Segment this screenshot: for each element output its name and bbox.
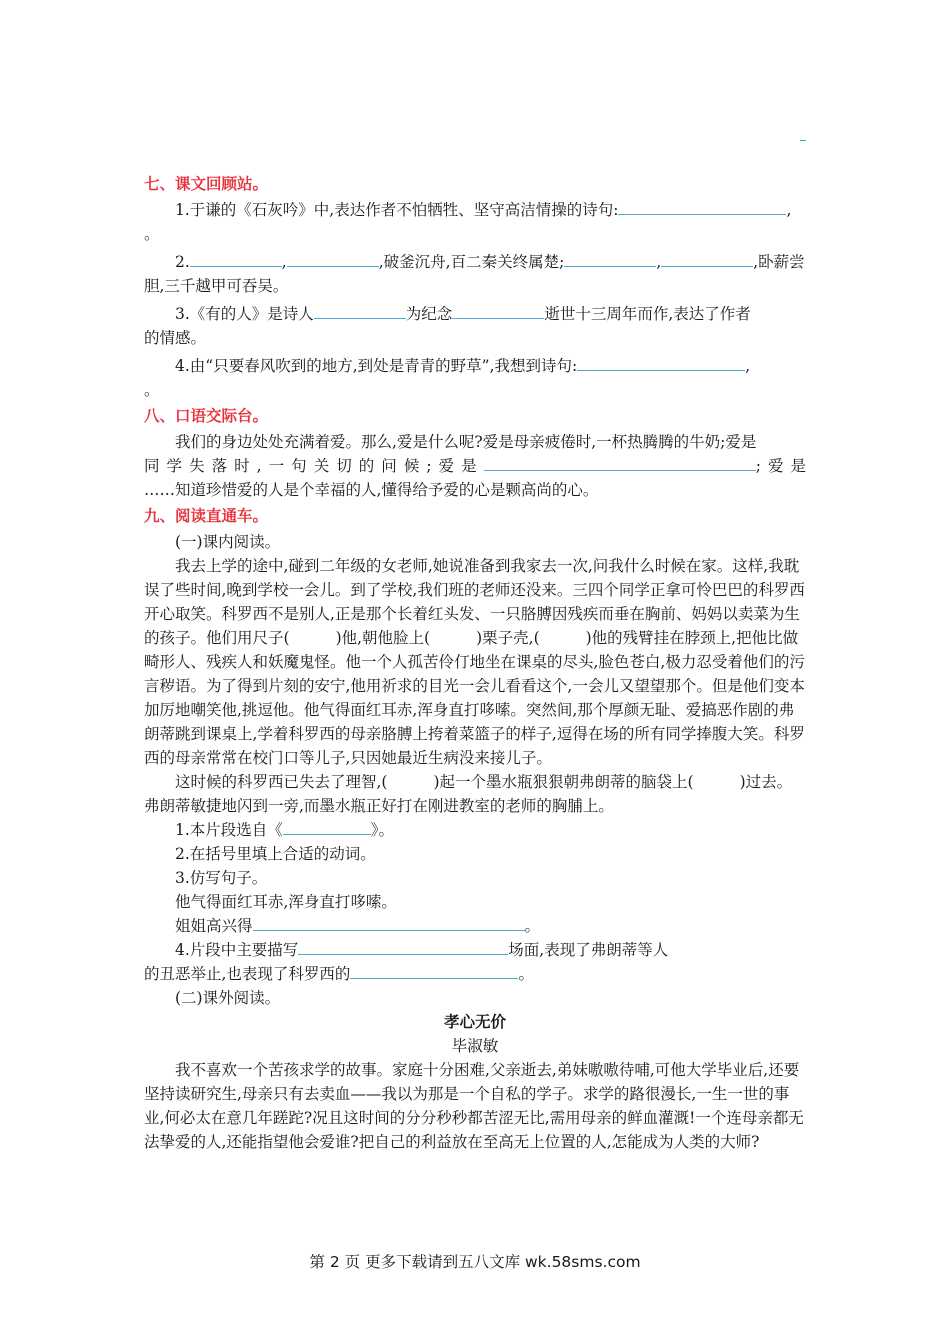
answer-blank[interactable] <box>484 455 756 471</box>
s9-question-2: 2.在括号里填上合适的动词。 <box>175 845 376 863</box>
s7-question-3-end: 的情感。 <box>144 329 207 347</box>
answer-blank[interactable] <box>577 355 745 371</box>
s9-question-4-end: 的丑恶举止,也表现了科罗西的 。 <box>144 965 534 983</box>
s8-line-3: ……知道珍惜爱的人是个幸福的人,懂得给予爱的心是颗高尚的心。 <box>144 481 599 499</box>
reading-paragraph-2: 这时候的科罗西已失去了理智,( )起一个墨水瓶狠狠朝弗朗蒂的脑袋上( )过去。弗朗蒂敏捷地闪到一旁,而墨水瓶正好打在刚进教室的老师的胸脯上。 <box>144 773 793 815</box>
answer-blank[interactable] <box>253 915 525 931</box>
s7-question-4-end: 。 <box>144 381 160 399</box>
s8-line-1: 我们的身边处处充满着爱。那么,爱是什么呢?爱是母亲疲倦时,一杯热腾腾的牛奶;爱是 <box>175 433 757 451</box>
page-footer: 第 2 页 更多下载请到五八文库 wk.58sms.com <box>309 1253 641 1271</box>
section7-heading: 七、课文回顾站。 <box>144 175 269 193</box>
answer-blank[interactable] <box>190 251 282 267</box>
s7-question-1-end: 。 <box>144 225 160 243</box>
answer-blank[interactable] <box>298 939 508 955</box>
reading-paragraph-1: 我去上学的途中,碰到二年级的女老师,她说准备到我家去一次,问我什么时候在家。这样,我耽误了些时间,晚到学校一会儿。到了学校,我们班的老师还没来。三四个同学正拿可怜巴巴的科罗西开心取笑。科罗西不是别人,正是那个长着红头发、一只胳膊因残疾而垂在胸前、妈妈以卖菜为生的孩子。他们用尺子( )他,朝他脸上( )栗子壳,( )他的残臂挂在脖颈上,把他比做畸形人、残疾人和妖魔鬼怪。他一个人孤苦伶仃地坐在课桌的尽头,脸色苍白,极力忍受着他们的污言秽语。为了得到片刻的安宁,他用祈求的目光一会儿看看这个,一会儿又望望那个。但是他们变本加厉地嘲笑他,挑逗他。他气得面红耳赤,浑身直打哆嗦。突然间,那个厚颜无耻、爱搞恶作剧的弗朗蒂跳到课桌上,学着科罗西的母亲胳膊上挎着菜篮子的样子,逗得在场的所有同学捧腹大笑。科罗西的母亲常常在校门口等儿子,只因她最近生病没来接儿子。 <box>144 557 805 767</box>
s7-question-3: 3.《有的人》是诗人 为纪念 逝世十三周年而作,表达了作者 <box>175 305 751 323</box>
corner-mark <box>800 140 806 141</box>
answer-blank[interactable] <box>350 963 518 979</box>
section9-heading: 九、阅读直通车。 <box>144 507 269 525</box>
answer-blank[interactable] <box>564 251 656 267</box>
answer-blank[interactable] <box>314 303 406 319</box>
s9-question-4: 4.片段中主要描写 场面,表现了弗朗蒂等人 <box>175 941 669 959</box>
s9-question-3: 3.仿写句子。 <box>175 869 268 887</box>
answer-blank[interactable] <box>287 251 379 267</box>
section8-heading: 八、口语交际台。 <box>144 407 269 425</box>
reading-paragraph-3: 我不喜欢一个苦孩求学的故事。家庭十分困难,父亲逝去,弟妹嗷嗷待哺,可他大学毕业后,还要坚持读研究生,母亲只有去卖血——我以为那是一个自私的学子。求学的路很漫长,一生一世的事业,何必太在意几年蹉跎?况且这时间的分分秒秒都苦涩无比,需用母亲的鲜血灌溉!一个连母亲都无法挚爱的人,还能指望他会爱谁?把自己的利益放在至高无上位置的人,怎能成为人类的大师? <box>144 1061 804 1151</box>
part2-label: (二)课外阅读。 <box>175 989 281 1007</box>
document-body <box>144 170 806 1154</box>
s9-question-3-answer: 姐姐高兴得 。 <box>175 917 541 935</box>
s8-line-2: 同学失落时,一句关切的问候;爱是 ;爱是 <box>144 457 806 475</box>
s7-question-1: 1.于谦的《石灰吟》中,表达作者不怕牺牲、坚守高洁情操的诗句: , <box>175 201 792 219</box>
article-author: 毕淑敏 <box>451 1037 499 1055</box>
answer-blank[interactable] <box>452 303 544 319</box>
s7-question-2: 2. , ,破釜沉舟,百二秦关终属楚; , ,卧薪尝 <box>175 253 805 271</box>
part1-label: (一)课内阅读。 <box>175 533 281 551</box>
answer-blank[interactable] <box>618 199 786 215</box>
s7-question-2-end: 胆,三千越甲可吞吴。 <box>144 277 289 295</box>
s9-question-1: 1.本片段选自《 》。 <box>175 821 395 839</box>
s9-question-3-sample: 他气得面红耳赤,浑身直打哆嗦。 <box>175 893 397 911</box>
s7-question-4: 4.由“只要春风吹到的地方,到处是青青的野草”,我想到诗句: , <box>175 357 751 375</box>
article-title: 孝心无价 <box>443 1013 506 1031</box>
answer-blank[interactable] <box>283 819 371 835</box>
answer-blank[interactable] <box>661 251 753 267</box>
